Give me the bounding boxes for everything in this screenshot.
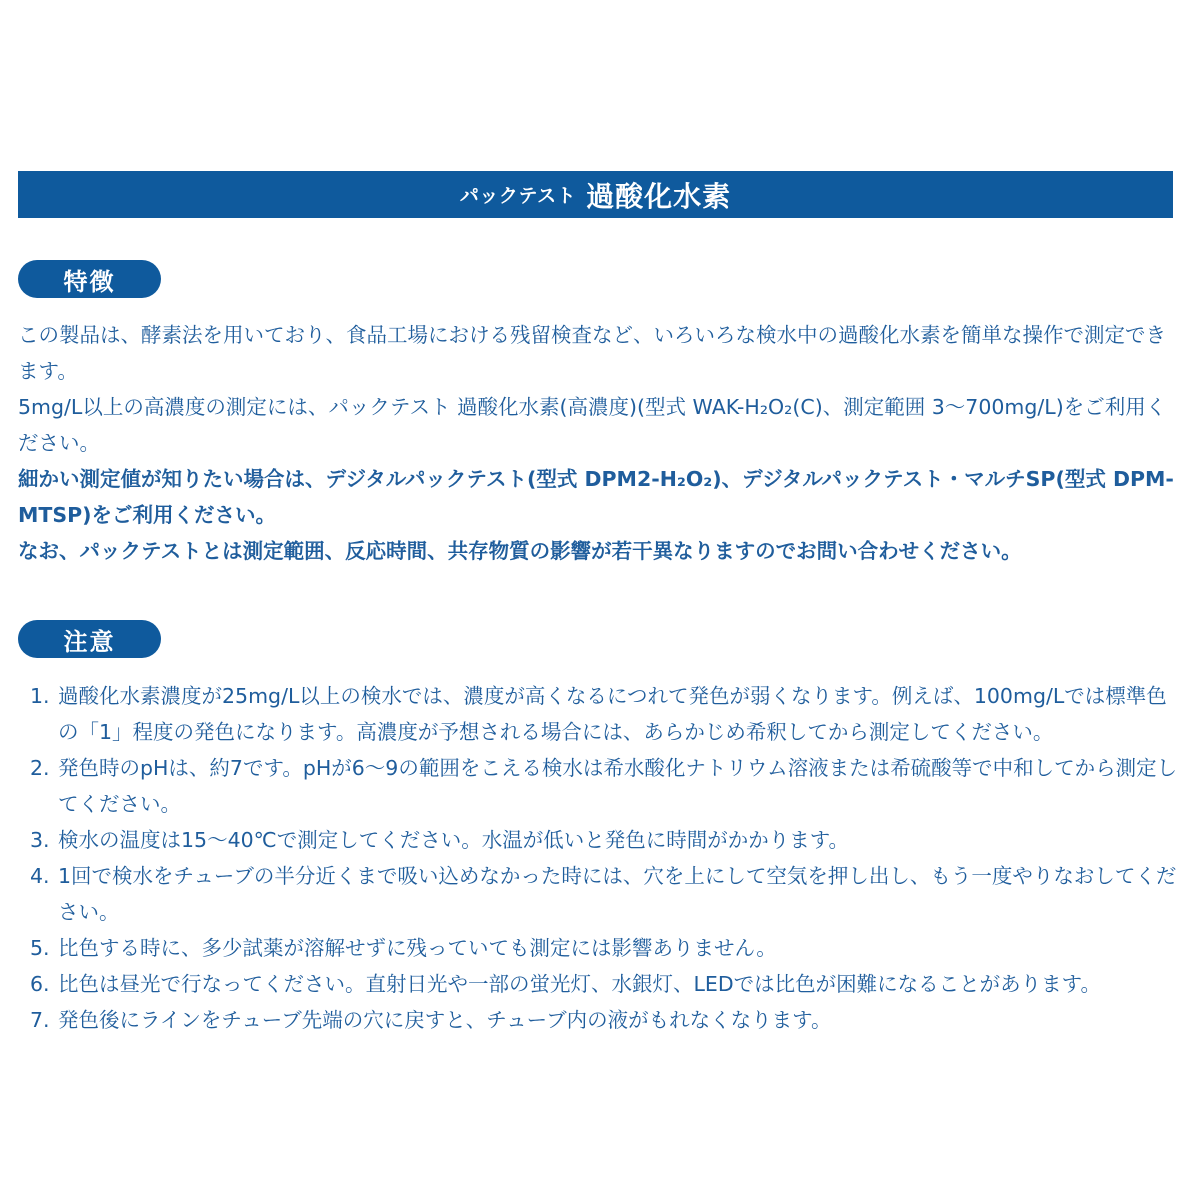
note-text: 発色後にラインをチューブ先端の穴に戻すと、チューブ内の液がもれなくなります。 xyxy=(58,1008,832,1032)
note-number: 1. xyxy=(30,684,50,708)
note-text: 過酸化水素濃度が25mg/L以上の検水では、濃度が高くなるにつれて発色が弱くなります。例えば、100mg/Lでは標準色の「1」程度の発色になります。高濃度が予想される場合には、あらかじめ希釈してから測定してください。 xyxy=(58,684,1167,744)
note-number: 6. xyxy=(30,972,50,996)
note-text: 1回で検水をチューブの半分近くまで吸い込めなかった時には、穴を上にして空気を押し出し、もう一度やりなおしてください。 xyxy=(58,864,1177,924)
note-number: 2. xyxy=(30,756,50,780)
note-item xyxy=(30,930,1180,966)
features-paragraph-inquiry: なお、パックテストとは測定範囲、反応時間、共存物質の影響が若干異なりますのでお問い合わせください。 xyxy=(18,539,1022,563)
note-text: 比色は昼光で行なってください。直射日光や一部の蛍光灯、水銀灯、LEDでは比色が困難になることがあります。 xyxy=(58,972,1102,996)
features-paragraph-intro: この製品は、酵素法を用いており、食品工場における残留検査など、いろいろな検水中の過酸化水素を簡単な操作で測定できます。 xyxy=(18,323,1166,383)
note-item xyxy=(30,750,1180,822)
note-number: 5. xyxy=(30,936,50,960)
note-item xyxy=(30,966,1180,1002)
note-item xyxy=(30,858,1180,930)
features-section xyxy=(18,317,1178,569)
note-number: 7. xyxy=(30,1008,50,1032)
note-text: 発色時のpHは、約7です。pHが6～9の範囲をこえる検水は希水酸化ナトリウム溶液または希硫酸等で中和してから測定してください。 xyxy=(58,756,1178,816)
title-bar xyxy=(18,171,1173,218)
features-paragraph-high-concentration: 5mg/L以上の高濃度の測定には、パックテスト 過酸化水素(高濃度)(型式 WAK-H₂O₂(C)、測定範囲 3～700mg/L)をご利用ください。 xyxy=(18,395,1167,455)
note-item xyxy=(30,822,1180,858)
note-number: 4. xyxy=(30,864,50,888)
note-item xyxy=(30,1002,1180,1038)
note-text: 比色する時に、多少試薬が溶解せずに残っていても測定には影響ありません。 xyxy=(58,936,777,960)
note-item xyxy=(30,678,1180,750)
notes-list xyxy=(30,678,1180,1038)
features-paragraph-digital: 細かい測定値が知りたい場合は、デジタルパックテスト(型式 DPM2-H₂O₂)、デジタルパックテスト・マルチSP(型式 DPM-MTSP)をご利用ください。 xyxy=(18,467,1174,527)
notes-heading: 注意 xyxy=(18,620,161,658)
title-subtitle: パックテスト xyxy=(459,185,577,207)
note-text: 検水の温度は15～40℃で測定してください。水温が低いと発色に時間がかかります。 xyxy=(58,828,850,852)
features-heading: 特徴 xyxy=(18,260,161,298)
page-title: 過酸化水素 xyxy=(586,179,732,213)
note-number: 3. xyxy=(30,828,50,852)
